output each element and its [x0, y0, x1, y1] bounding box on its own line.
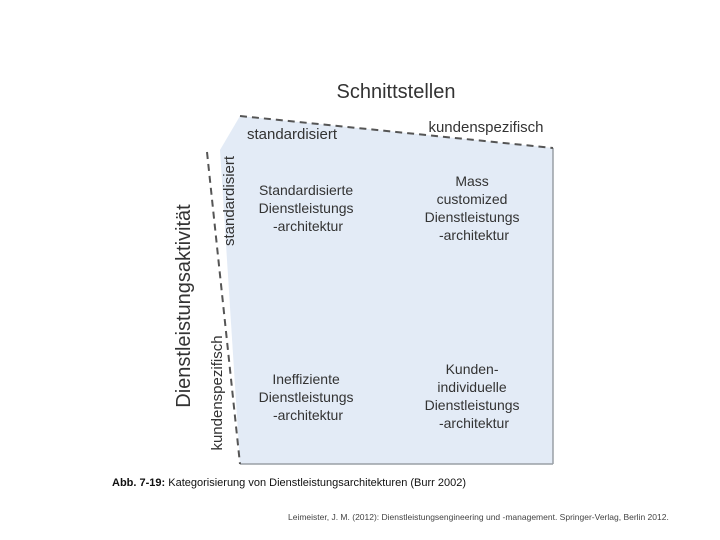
y-axis-label-standardized: standardisiert [221, 155, 238, 247]
quadrant-bottom-left: Ineffiziente Dienstleistungs -architektur [258, 371, 354, 423]
figure-caption-text: Kategorisierung von Dienstleistungsarchitekturen (Burr 2002) [165, 477, 467, 489]
source-citation: Leimeister, J. M. (2012): Dienstleistungsengineering und -management. Springer-Verlag, Berlin 2012. [288, 512, 669, 522]
quadrant-bottom-right: Kunden- individuelle Dienstleistungs -architektur [424, 361, 520, 431]
x-axis-label-customer-specific: kundenspezifisch [428, 119, 544, 136]
x-axis-label-standardized: standardisiert [246, 126, 338, 143]
x-axis-title: Schnittstellen [336, 81, 456, 103]
quadrant-top-right: Mass customized Dienstleistungs -architektur [424, 173, 520, 243]
y-axis-title: Dienstleistungsaktivität [173, 204, 195, 408]
y-axis-label-customer-specific: kundenspezifisch [209, 335, 226, 451]
quadrant-top-left: Standardisierte Dienstleistungs -architektur [258, 182, 354, 234]
figure-caption-label: Abb. 7-19: [112, 477, 166, 489]
figure-caption [112, 477, 466, 489]
